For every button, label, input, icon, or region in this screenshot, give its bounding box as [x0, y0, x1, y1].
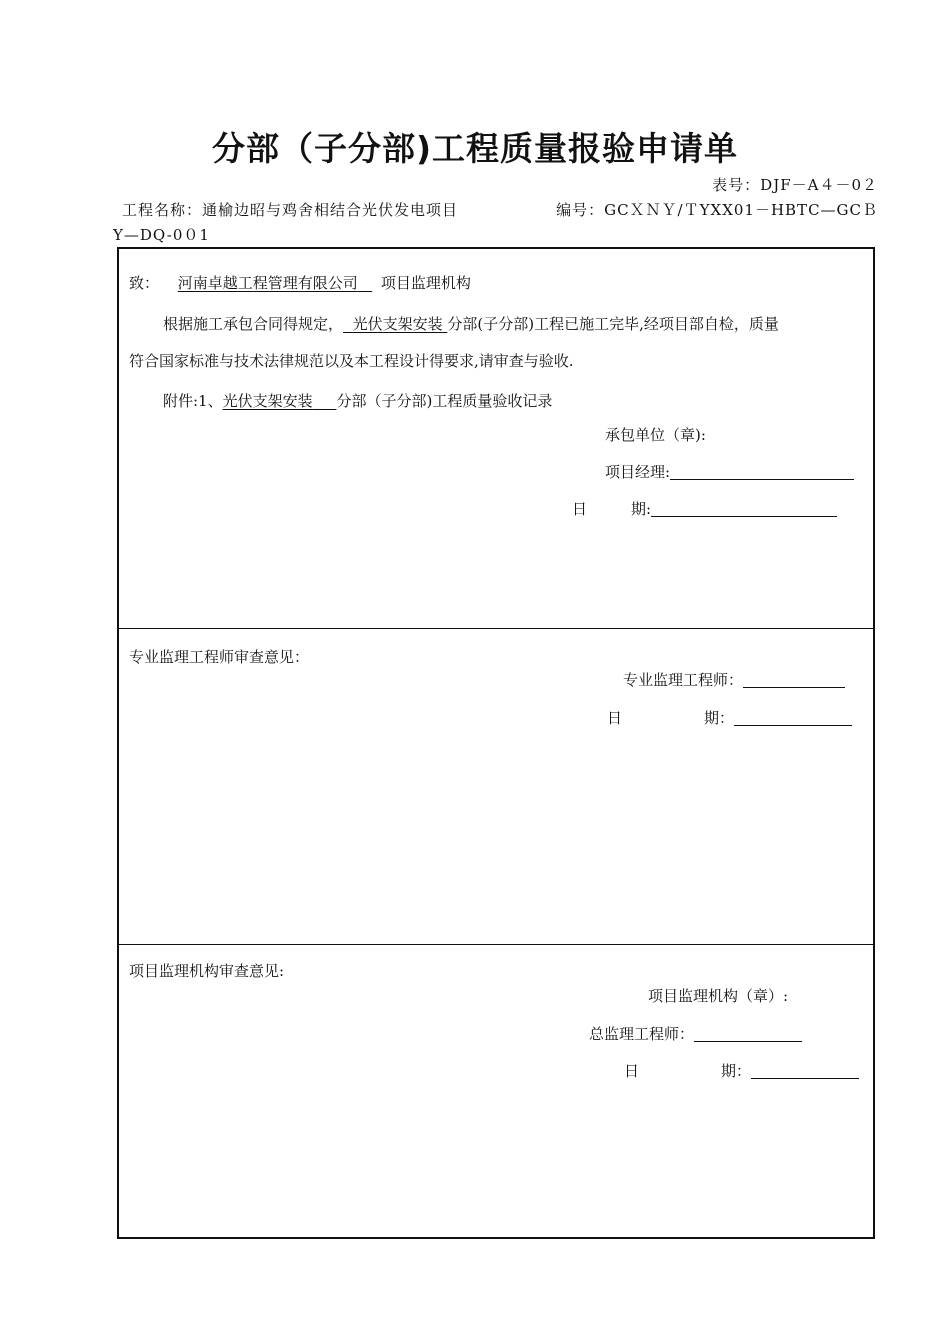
project-name-value: 通榆边昭与鸡舍相结合光伏发电项目: [202, 201, 459, 219]
supervision-company: 河南卓越工程管理有限公司: [177, 274, 358, 292]
date-label-period: 期:: [631, 500, 652, 518]
date-label-period: 期：: [704, 709, 735, 727]
serial-number-row: [556, 203, 878, 218]
attachment-item: 光伏支架安装: [222, 392, 313, 410]
engineer-label: 专业监理工程师：: [623, 671, 744, 689]
org-review-heading: 项目监理机构审查意见:: [129, 962, 285, 980]
chief-engineer-signature-line[interactable]: [694, 1027, 802, 1042]
serial-label: 编号：: [556, 201, 605, 219]
statement-prefix: 根据施工承包合同得规定，: [163, 315, 344, 333]
statement-line-1: [163, 317, 779, 332]
date-label-day: 日: [572, 500, 588, 518]
addressee-row: [129, 276, 471, 291]
attachment-prefix: 附件:1、: [163, 392, 223, 410]
engineer-row: [623, 673, 845, 688]
project-manager-label: 项目经理:: [605, 463, 671, 481]
form-number: 表号：DJF－A４－0２: [712, 176, 878, 194]
page-title: 分部（子分部)工程质量报验申请单: [211, 129, 739, 168]
attachment-suffix: 分部（子分部)工程质量验收记录: [336, 392, 553, 410]
engineer-date-line[interactable]: [734, 711, 852, 726]
chief-engineer-label: 总监理工程师：: [589, 1025, 695, 1043]
org-date-row: [624, 1064, 859, 1079]
attachment-row: [163, 394, 552, 409]
org-date-line[interactable]: [751, 1064, 859, 1079]
engineer-date-row: [607, 711, 852, 726]
contractor-date-line[interactable]: [651, 502, 837, 517]
project-manager-signature-line[interactable]: [670, 465, 854, 480]
serial-value-line2: Y—DQ-0０1: [113, 226, 210, 244]
section-divider-1: [119, 628, 873, 629]
date-label-day: 日: [624, 1062, 640, 1080]
project-manager-row: [605, 465, 854, 480]
supervision-org-suffix: 项目监理机构: [380, 274, 471, 292]
project-name-row: [122, 203, 458, 218]
chief-engineer-row: [589, 1027, 802, 1042]
contractor-seal-label: 承包单位（章):: [605, 426, 706, 444]
contractor-date-row: [572, 502, 837, 517]
date-label-day: 日: [607, 709, 623, 727]
engineer-review-heading: 专业监理工程师审查意见：: [129, 648, 310, 666]
engineer-signature-line[interactable]: [743, 673, 845, 688]
to-label: 致：: [129, 274, 160, 292]
date-label-period: 期：: [721, 1062, 752, 1080]
project-name-label: 工程名称：: [122, 201, 203, 219]
statement-suffix: 分部(子分部)工程已施工完毕,经项目部自检，质量: [447, 315, 779, 333]
statement-line-2: 符合国家标准与技术法律规范以及本工程设计得要求,请审查与验收.: [129, 352, 574, 370]
org-seal-label: 项目监理机构（章）:: [648, 987, 789, 1005]
statement-item: 光伏支架安装: [352, 315, 443, 333]
application-form: [117, 247, 875, 1239]
serial-value-line1: GCＸＮＹ/ＴYXX01－HBTC—GCＢ: [604, 201, 878, 219]
section-divider-2: [119, 944, 873, 945]
